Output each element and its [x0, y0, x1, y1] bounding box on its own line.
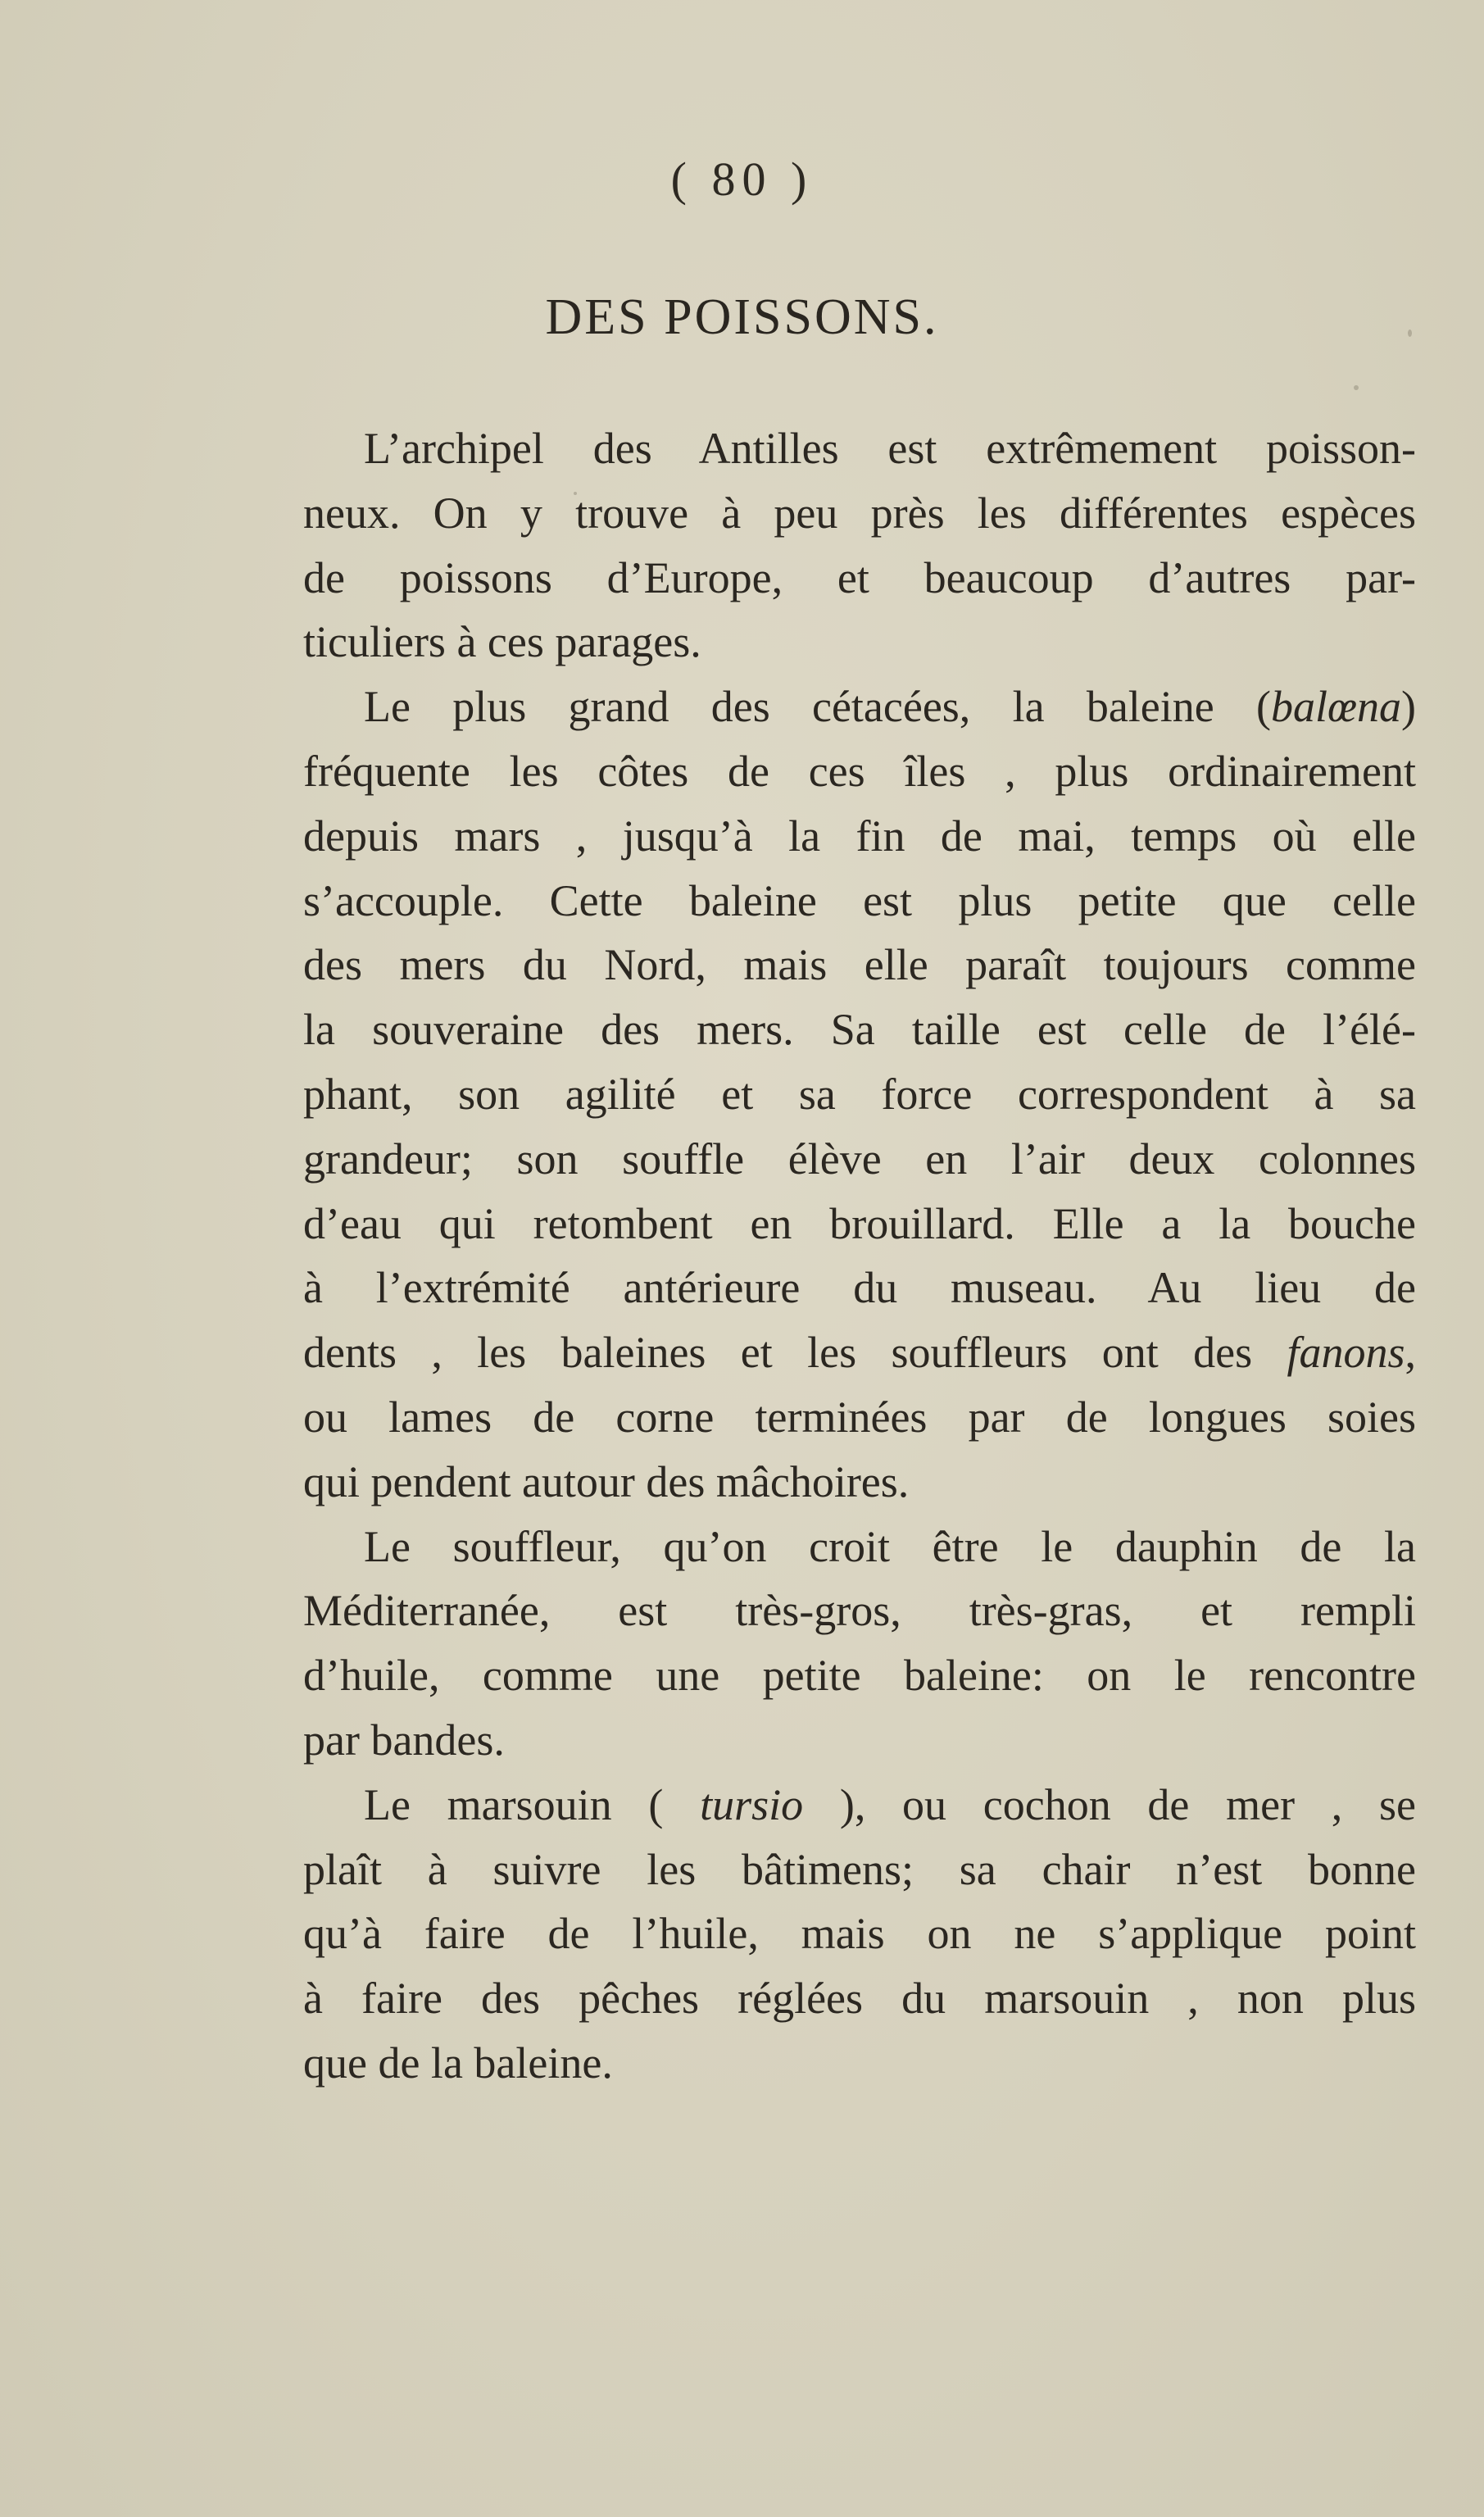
text-run: que de la baleine.: [303, 2038, 613, 2088]
text-run: qu’à faire de l’huile, mais on ne s’applique point: [303, 1909, 1416, 1959]
text-line: [303, 1901, 1416, 1966]
text-line: [303, 1708, 1416, 1773]
italic-term: fanons: [1287, 1328, 1405, 1378]
text-line: [303, 1062, 1416, 1127]
text-line: [303, 1385, 1416, 1450]
text-run: fréquente les côtes de ces îles , plus ordinairement: [303, 746, 1416, 796]
text-run: s’accouple. Cette baleine est plus petite que celle: [303, 875, 1416, 925]
text-line: [303, 1192, 1416, 1256]
text-run: Méditerranée, est très-gros, très-gras, et rempli: [303, 1586, 1416, 1636]
page-number: ( 80 ): [670, 152, 814, 206]
text-line: [303, 416, 1416, 481]
paragraph: [303, 675, 1416, 1514]
paragraph: [303, 416, 1416, 675]
text-run: à faire des pêches réglées du marsouin , non plus: [303, 1974, 1416, 2024]
text-run: L’archipel des Antilles est extrêmement poisson-: [364, 424, 1416, 473]
text-line: [303, 1515, 1416, 1579]
text-run: ,: [1405, 1328, 1416, 1378]
text-run: de poissons d’Europe, et beaucoup d’autres par-: [303, 552, 1416, 602]
text-run: ), ou cochon de mer , se: [803, 1779, 1416, 1829]
text-run: depuis mars , jusqu’à la fin de mai, temps où elle: [303, 811, 1416, 861]
text-run: grandeur; son souffle élève en l’air deux colonnes: [303, 1134, 1416, 1184]
text-line: [303, 1643, 1416, 1708]
text-run: la souveraine des mers. Sa taille est celle de l’élé-: [303, 1005, 1416, 1055]
text-run: dents , les baleines et les souffleurs ont des: [303, 1328, 1287, 1378]
text-run: d’huile, comme une petite baleine: on le rencontre: [303, 1651, 1416, 1701]
text-run: phant, son agilité et sa force correspondent à sa: [303, 1069, 1416, 1119]
text-line: [303, 997, 1416, 1062]
text-run: Le souffleur, qu’on croit être le dauphin de la: [364, 1521, 1416, 1571]
paragraph: [303, 1515, 1416, 1773]
text-run: neux. On y trouve à peu près les différentes espèces: [303, 488, 1416, 538]
text-run: ): [1401, 682, 1416, 732]
text-line: [303, 869, 1416, 934]
text-line: [303, 1773, 1416, 1838]
text-line: [303, 481, 1416, 546]
text-run: Le plus grand des cétacées, la baleine (: [364, 682, 1271, 732]
text-line: [303, 1127, 1416, 1192]
text-run: plaît à suivre les bâtimens; sa chair n’est bonne: [303, 1844, 1416, 1894]
text-run: Le marsouin (: [364, 1779, 701, 1829]
text-run: par bandes.: [303, 1715, 505, 1765]
section-title: DES POISSONS.: [545, 289, 939, 345]
text-run: qui pendent autour des mâchoires.: [303, 1456, 910, 1506]
text-line: [303, 1579, 1416, 1643]
text-run: à l’extrémité antérieure du museau. Au lieu de: [303, 1263, 1416, 1313]
text-line: [303, 675, 1416, 739]
text-line: [303, 546, 1416, 611]
text-run: des mers du Nord, mais elle paraît toujours comme: [303, 940, 1416, 990]
text-line: [303, 1838, 1416, 1902]
text-run: ticuliers à ces parages.: [303, 617, 701, 667]
text-line: [303, 1450, 1416, 1515]
text-run: ou lames de corne terminées par de longues soies: [303, 1392, 1416, 1442]
text-line: [303, 933, 1416, 997]
italic-term: tursio: [700, 1779, 804, 1829]
italic-term: balœna: [1270, 682, 1402, 732]
text-line: [303, 2031, 1416, 2096]
text-line: [303, 1320, 1416, 1385]
body-text: [303, 416, 1416, 2096]
text-line: [303, 1966, 1416, 2031]
text-line: [303, 804, 1416, 869]
text-line: [303, 1256, 1416, 1320]
paragraph: [303, 1773, 1416, 2096]
text-line: [303, 739, 1416, 804]
text-line: [303, 610, 1416, 675]
text-run: d’eau qui retombent en brouillard. Elle a la bouche: [303, 1198, 1416, 1248]
